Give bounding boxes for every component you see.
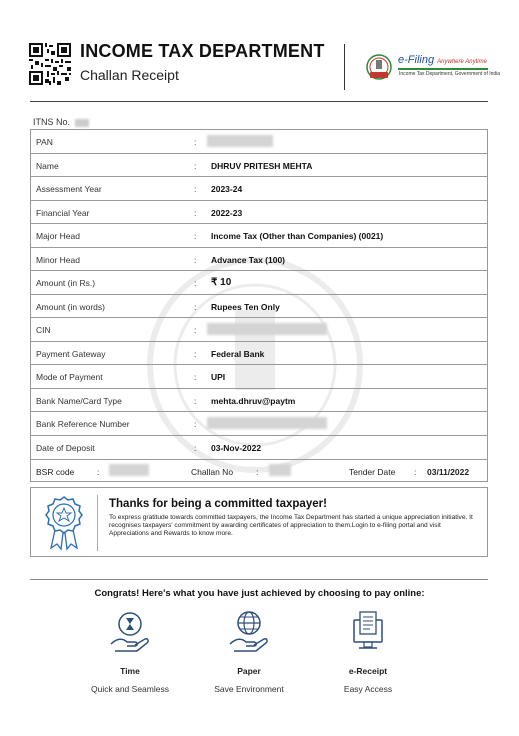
- challan-colon: :: [256, 467, 259, 477]
- row-label-amount-in-words: Amount (in words): [36, 301, 105, 312]
- row-label-pan: PAN: [36, 137, 53, 147]
- row-colon: :: [194, 231, 197, 241]
- award-badge-icon: [41, 494, 87, 552]
- benefit-ereceipt-subtitle: Easy Access: [343, 684, 393, 694]
- row-value-name: DHRUV PRITESH MEHTA: [211, 160, 313, 171]
- table-row: [31, 365, 487, 389]
- row-value-mode-of-payment: UPI: [211, 372, 226, 382]
- itns-label: ITNS No.: [33, 117, 71, 127]
- row-label-cin: CIN: [36, 325, 51, 335]
- bsr-label: BSR code: [36, 467, 75, 477]
- tender-label: Tender Date: [349, 467, 396, 477]
- row-label-bank-reference-number: Bank Reference Number: [36, 419, 130, 429]
- table-row: [31, 224, 487, 248]
- row-redacted-pan: [207, 135, 273, 147]
- table-row: [31, 389, 487, 413]
- thanks-heading: Thanks for being a committed taxpayer!: [109, 498, 327, 510]
- receipt-subtitle: Challan Receipt: [80, 67, 179, 83]
- benefit-paper: [199, 608, 299, 694]
- challan-redacted: [269, 464, 291, 476]
- efiling-tagline: Anywhere Anytime: [437, 59, 487, 65]
- row-redacted-bank-reference-number: [207, 417, 327, 429]
- row-colon: :: [194, 395, 197, 406]
- hourglass-hand-icon: [105, 608, 155, 658]
- department-title: INCOME TAX DEPARTMENT: [80, 41, 325, 61]
- bsr-colon: :: [97, 467, 100, 477]
- row-label-mode-of-payment: Mode of Payment: [36, 372, 103, 382]
- table-row: [31, 436, 487, 460]
- row-colon: :: [194, 207, 197, 218]
- thanks-divider: [97, 495, 98, 551]
- tender-value: 03/11/2022: [427, 467, 470, 477]
- table-row: [31, 177, 487, 201]
- row-value-bank-name-card-type: mehta.dhruv@paytm: [211, 395, 296, 406]
- row-label-name: Name: [36, 160, 59, 171]
- row-colon: :: [194, 419, 197, 429]
- benefit-time-subtitle: Quick and Seamless: [91, 684, 169, 694]
- emblem-logo-icon: [362, 53, 396, 83]
- benefit-paper-title: Paper: [237, 666, 261, 676]
- header-divider: [344, 44, 345, 90]
- taxpayer-thanks-box: [30, 487, 488, 557]
- challan-label: Challan No: [191, 467, 234, 477]
- row-value-amount-in-words: Rupees Ten Only: [211, 301, 280, 312]
- row-value-date-of-deposit: 03-Nov-2022: [211, 442, 262, 453]
- header-rule: [30, 101, 488, 102]
- congrats-heading: Congrats! Here's what you have just achieved by choosing to pay online:: [94, 588, 425, 599]
- table-row: [31, 154, 487, 178]
- benefit-paper-subtitle: Save Environment: [214, 684, 284, 694]
- thanks-body: To express gratitude towards committed taxpayers, the Income Tax Department has started a unique appreciation initiative. It recognises taxpayers' commitment by awarding certificates of appreciation to them.Login to e-filing portal and visit Appreciations and Rewards to know more.: [109, 514, 473, 537]
- row-colon: :: [194, 442, 197, 453]
- row-colon: :: [194, 301, 197, 312]
- row-colon: :: [194, 325, 197, 335]
- bsr-row: [31, 459, 487, 481]
- row-value-minor-head: Advance Tax (100): [211, 254, 286, 265]
- row-colon: :: [194, 137, 197, 147]
- row-label-major-head: Major Head: [36, 231, 80, 241]
- row-value-amount-in-rs: ₹ 10: [211, 277, 232, 288]
- row-label-bank-name-card-type: Bank Name/Card Type: [36, 395, 122, 406]
- row-redacted-cin: [207, 323, 327, 335]
- table-row: [31, 271, 487, 295]
- challan-details-table: [30, 129, 488, 482]
- qr-code-icon: [29, 43, 71, 85]
- bsr-redacted: [109, 464, 149, 476]
- table-row: [31, 318, 487, 342]
- efiling-underline: [398, 68, 488, 70]
- benefit-ereceipt-title: e-Receipt: [348, 666, 388, 676]
- table-row: [31, 130, 487, 154]
- row-value-assessment-year: 2023-24: [211, 184, 243, 194]
- efiling-brand: [398, 54, 487, 66]
- row-label-payment-gateway: Payment Gateway: [36, 348, 106, 359]
- table-row: [31, 295, 487, 319]
- e-receipt-icon: [343, 608, 393, 658]
- row-label-minor-head: Minor Head: [36, 254, 80, 265]
- efiling-subtext: Income Tax Department, Government of India: [399, 71, 501, 77]
- row-label-date-of-deposit: Date of Deposit: [36, 442, 95, 453]
- table-row: [31, 201, 487, 225]
- row-colon: :: [194, 160, 197, 171]
- row-colon: :: [194, 372, 197, 382]
- section-rule: [30, 579, 488, 580]
- row-colon: :: [194, 254, 197, 265]
- table-row: [31, 342, 487, 366]
- row-colon: :: [194, 278, 197, 288]
- table-row: [31, 412, 487, 436]
- row-value-payment-gateway: Federal Bank: [211, 348, 265, 359]
- row-colon: :: [194, 348, 197, 359]
- tender-colon: :: [414, 467, 417, 477]
- table-row: [31, 248, 487, 272]
- row-label-assessment-year: Assessment Year: [36, 184, 102, 194]
- benefit-ereceipt: [318, 608, 418, 694]
- itns-redacted: [75, 119, 89, 127]
- efiling-brand-name: e-Filing: [398, 54, 435, 66]
- row-label-amount-in-rs: Amount (in Rs.): [36, 278, 96, 288]
- row-value-major-head: Income Tax (Other than Companies) (0021): [211, 231, 384, 241]
- benefit-time: [80, 608, 180, 694]
- benefit-time-title: Time: [120, 666, 140, 676]
- globe-hand-icon: [224, 608, 274, 658]
- row-label-financial-year: Financial Year: [36, 207, 90, 218]
- row-value-financial-year: 2022-23: [211, 207, 243, 218]
- itns-line: [33, 117, 89, 127]
- row-colon: :: [194, 184, 197, 194]
